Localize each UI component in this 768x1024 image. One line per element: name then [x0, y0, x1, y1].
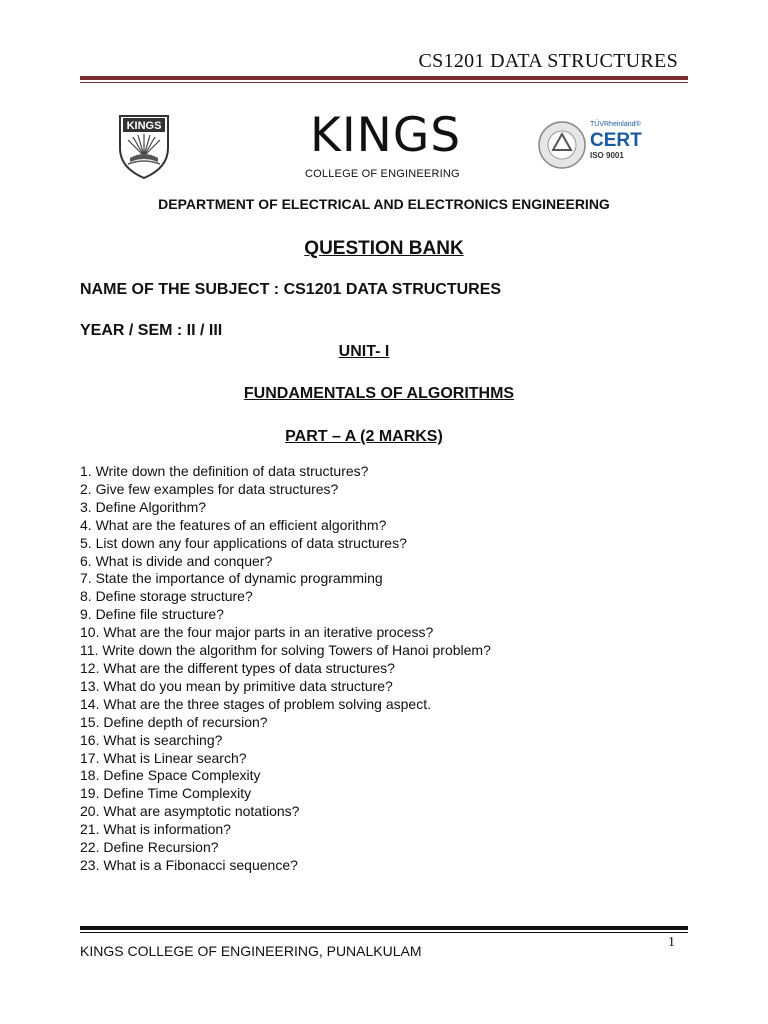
part-heading: PART – A (2 MARKS) — [285, 428, 443, 445]
question-item: 15. Define depth of recursion? — [80, 713, 268, 730]
question-bank-title: QUESTION BANK — [304, 238, 464, 259]
question-item: 23. What is a Fibonacci sequence? — [80, 856, 298, 873]
brand-subtitle: COLLEGE OF ENGINEERING — [305, 168, 460, 180]
header-title: CS1201 DATA STRUCTURES — [418, 50, 678, 72]
question-item: 6. What is divide and conquer? — [80, 552, 273, 569]
question-item: 13. What do you mean by primitive data structure? — [80, 677, 393, 694]
tuv-cert-logo-icon — [538, 112, 648, 178]
footer-rule — [80, 926, 688, 930]
department-heading: DEPARTMENT OF ELECTRICAL AND ELECTRONICS ENGINEERING — [158, 196, 610, 212]
question-item: 5. List down any four applications of data structures? — [80, 534, 407, 551]
question-item: 22. Define Recursion? — [80, 839, 219, 856]
cert-iso-text: ISO 9001 — [590, 151, 624, 160]
emblem-text: KINGS — [126, 120, 162, 132]
cert-main-text: CERT — [590, 130, 642, 151]
question-item: 1. Write down the definition of data structures? — [80, 463, 369, 479]
question-item: 20. What are asymptotic notations? — [80, 803, 300, 820]
question-list — [80, 463, 491, 875]
question-item: 17. What is Linear search? — [80, 749, 247, 766]
question-item: 10. What are the four major parts in an iterative process? — [80, 624, 434, 641]
page-number: 1 — [668, 935, 675, 950]
question-item: 18. Define Space Complexity — [80, 767, 261, 784]
footer-rule-thin — [80, 932, 688, 933]
subject-line: NAME OF THE SUBJECT : CS1201 DATA STRUCTURES — [80, 281, 502, 298]
question-item: 9. Define file structure? — [80, 606, 224, 623]
unit-title: FUNDAMENTALS OF ALGORITHMS — [243, 385, 515, 402]
brand-name: KINGS — [310, 108, 462, 163]
question-item: 21. What is information? — [80, 821, 231, 838]
header-rule — [80, 76, 688, 80]
question-item: 19. Define Time Complexity — [80, 785, 252, 802]
question-item: 12. What are the different types of data structures? — [80, 659, 395, 676]
question-item: 3. Define Algorithm? — [80, 498, 207, 515]
unit-heading: UNIT- I — [338, 343, 390, 360]
question-item: 7. State the importance of dynamic programming — [80, 570, 383, 587]
year-sem-line: YEAR / SEM : II / III — [80, 322, 223, 339]
question-item: 4. What are the features of an efficient algorithm? — [80, 516, 387, 533]
college-emblem-icon — [116, 112, 172, 180]
cert-top-text: TÜVRheinland® — [590, 121, 641, 128]
header-rule-thin — [80, 82, 688, 83]
question-item: 2. Give few examples for data structures? — [80, 480, 339, 497]
question-item: 14. What are the three stages of problem solving aspect. — [80, 695, 431, 712]
question-item: 8. Define storage structure? — [80, 588, 253, 605]
question-item: 16. What is searching? — [80, 731, 223, 748]
footer-text: KINGS COLLEGE OF ENGINEERING, PUNALKULAM — [80, 943, 422, 959]
question-item: 11. Write down the algorithm for solving Towers of Hanoi problem? — [80, 642, 491, 659]
